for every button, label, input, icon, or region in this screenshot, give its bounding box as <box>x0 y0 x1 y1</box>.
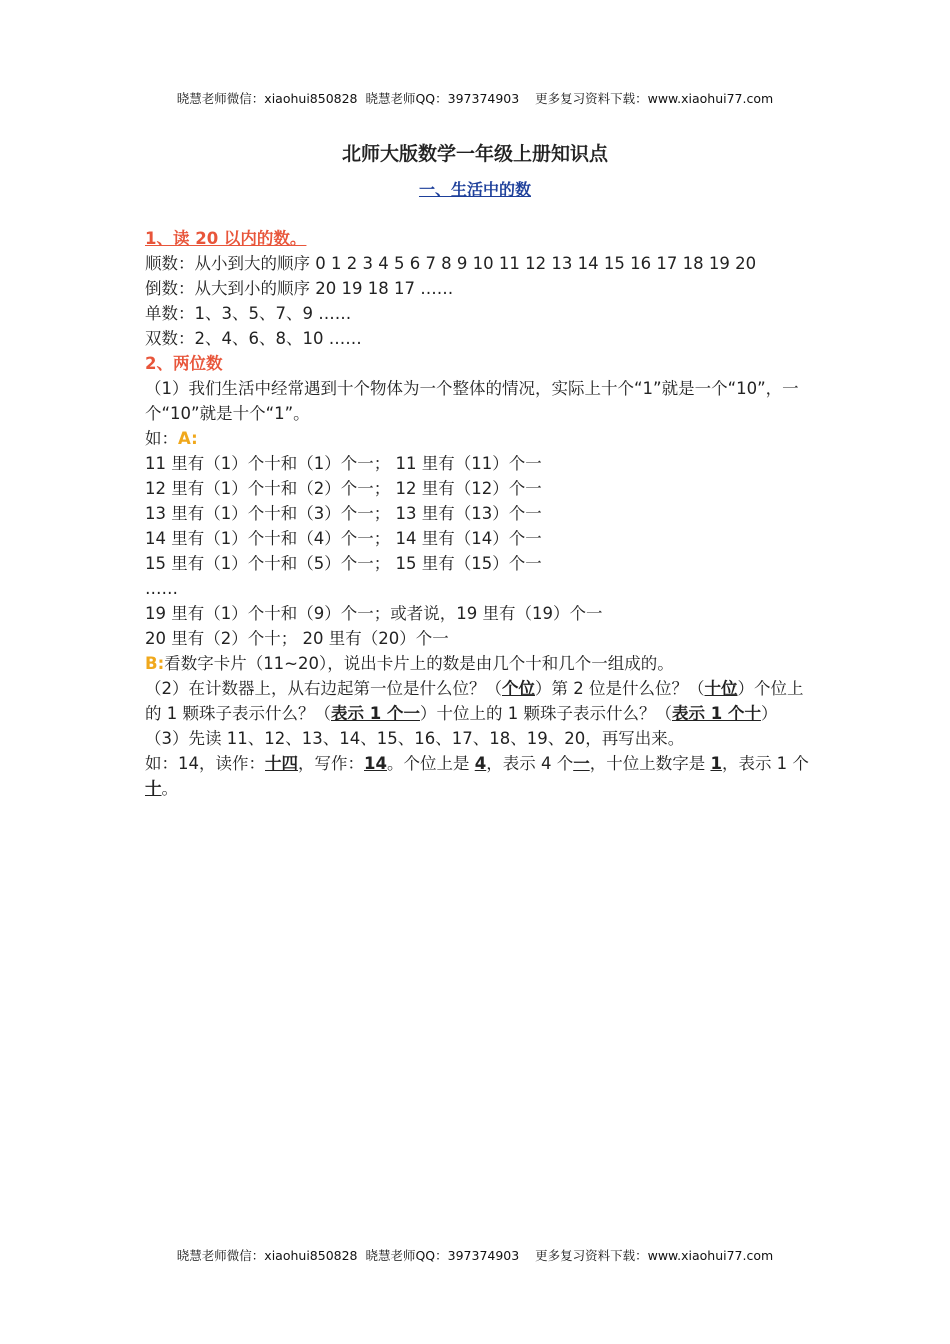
ex-text: ，写作： <box>298 754 364 773</box>
ex-text: 。个位上是 <box>386 754 475 773</box>
example-b-line <box>145 651 810 676</box>
label-a: A: <box>178 429 198 448</box>
example-row: 12 里有（1）个十和（2）个一； 12 里有（12）个一 <box>145 479 542 498</box>
paragraph-2 <box>145 676 810 726</box>
section-2-heading: 2、两位数 <box>145 354 223 373</box>
descending-line: 倒数：从大到小的顺序 20 19 18 17 …… <box>145 279 454 298</box>
page-header: 晓慧老师微信：xiaohui850828 晓慧老师QQ：397374903 更多复习资料下载：www.xiaohui77.com <box>176 91 774 106</box>
p2-text: ）十位上的 1 颗珠子表示什么？（ <box>419 704 672 723</box>
answer-tens-place: 十位 <box>704 679 738 698</box>
ex-text: 。 <box>161 779 178 798</box>
example-b-text: 看数字卡片（11~20），说出卡片上的数是由几个十和几个一组成的。 <box>164 654 674 673</box>
p2-text: ）第 2 位是什么位？（ <box>535 679 705 698</box>
paragraph-example-14 <box>145 751 810 801</box>
example-row-20: 20 里有（2）个十； 20 里有（20）个一 <box>145 629 449 648</box>
even-numbers-line: 双数：2、4、6、8、10 …… <box>145 329 362 348</box>
ex-text: ，表示 4 个 <box>486 754 574 773</box>
ex-text: ，十位上数字是 <box>589 754 711 773</box>
example-row: 13 里有（1）个十和（3）个一； 13 里有（13）个一 <box>145 504 542 523</box>
p2-text: ） <box>760 704 778 723</box>
answer-tens-unit: 十 <box>145 779 162 798</box>
example-row: 14 里有（1）个十和（4）个一； 14 里有（14）个一 <box>145 529 542 548</box>
example-a-label-line <box>145 426 810 451</box>
answer-ones-unit: 一 <box>573 754 590 773</box>
paragraph-1: （1）我们生活中经常遇到十个物体为一个整体的情况，实际上十个“1”就是一个“10”，一个“10”就是十个“1”。 <box>145 379 799 423</box>
answer-read: 十四 <box>265 754 298 773</box>
p2-text: ）个位上的 1 颗珠子表示什么？（ <box>145 679 804 723</box>
section-title: 一、生活中的数 <box>418 180 531 199</box>
ascending-line: 顺数：从小到大的顺序 0 1 2 3 4 5 6 7 8 9 10 11 12 13 14 15 16 17 18 19 20 <box>145 254 757 273</box>
example-row: 11 里有（1）个十和（1）个一； 11 里有（11）个一 <box>145 454 542 473</box>
answer-one-unit: 表示 1 个一 <box>331 704 420 723</box>
page-footer: 晓慧老师微信：xiaohui850828 晓慧老师QQ：397374903 更多复习资料下载：www.xiaohui77.com <box>176 1248 774 1263</box>
answer-ones-place: 个位 <box>502 679 535 698</box>
section-1-heading: 1、读 20 以内的数。 <box>145 229 307 248</box>
answer-one-ten: 表示 1 个十 <box>671 704 761 723</box>
example-row-19: 19 里有（1）个十和（9）个一；或者说，19 里有（19）个一 <box>145 604 603 623</box>
p2-text: （2）在计数器上，从右边起第一位是什么位？（ <box>145 679 502 698</box>
document-title: 北师大版数学一年级上册知识点 <box>341 143 608 165</box>
answer-write: 14 <box>364 754 387 773</box>
answer-ones-digit: 4 <box>474 754 487 773</box>
ellipsis: …… <box>145 579 178 598</box>
answer-tens-digit: 1 <box>710 754 722 773</box>
ex-text: ，表示 1 个 <box>721 754 809 773</box>
odd-numbers-line: 单数：1、3、5、7、9 …… <box>145 304 352 323</box>
paragraph-3: （3）先读 11、12、13、14、15、16、17、18、19、20，再写出来。 <box>145 729 685 748</box>
example-row: 15 里有（1）个十和（5）个一； 15 里有（15）个一 <box>145 554 542 573</box>
ex-text: 如：14，读作： <box>145 754 265 773</box>
document-body <box>145 226 810 801</box>
example-prefix: 如： <box>145 429 178 448</box>
label-b: B: <box>145 654 165 673</box>
